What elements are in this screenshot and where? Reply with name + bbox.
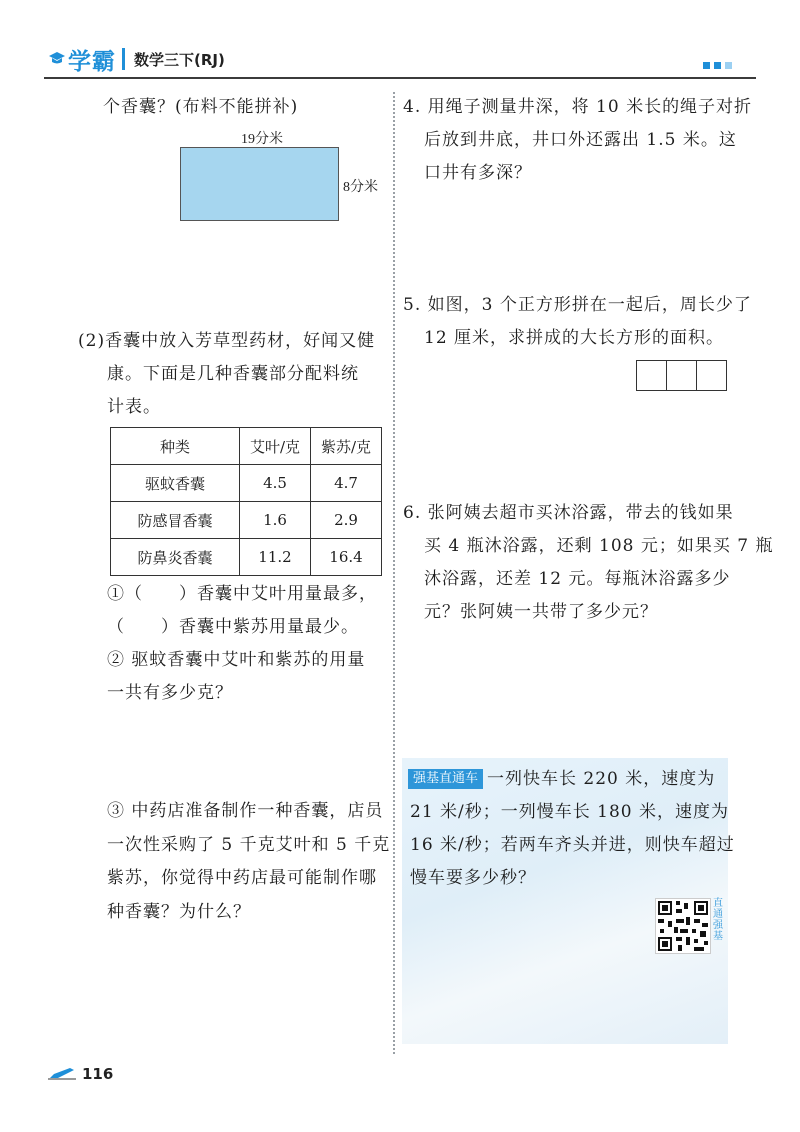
table-header-cell: 紫苏/克	[311, 428, 382, 465]
ingredient-table	[110, 427, 382, 576]
pencil-icon	[48, 1066, 76, 1080]
bonus-line-4: 慢车要多少秒？	[410, 868, 536, 888]
question-1-tail: 个香囊？(布料不能拼补)	[103, 97, 299, 117]
header-rule	[44, 77, 756, 79]
bonus-line-1	[408, 764, 715, 795]
table-row	[111, 502, 382, 539]
question-5-line-2: 12 厘米，求拼成的大长方形的面积。	[424, 328, 725, 348]
sub-question-1-line-2: （ ）香囊中紫苏用量最少。	[107, 617, 359, 637]
bonus-badge: 强基直通车	[408, 769, 483, 789]
page-number: 116	[82, 1065, 114, 1083]
question-2-line-1: (2)香囊中放入芳草型药材，好闻又健	[78, 331, 376, 351]
book-title: 数学三下(RJ)	[134, 50, 225, 69]
question-6-line-2: 买 4 瓶沐浴露，还剩 108 元；如果买 7 瓶	[424, 536, 774, 556]
bonus-line-1-text: 一列快车长 220 米，速度为	[487, 769, 716, 789]
table-cell: 防感冒香囊	[111, 502, 240, 539]
question-6-line-4: 元？张阿姨一共带了多少元？	[424, 602, 658, 622]
table-header-row	[111, 428, 382, 465]
qr-code[interactable]	[655, 898, 711, 954]
table-cell: 2.9	[311, 502, 382, 539]
question-5-line-1: 5. 如图，3 个正方形拼在一起后，周长少了	[403, 295, 752, 315]
sub-question-3-line-4: 种香囊？为什么？	[107, 902, 251, 922]
fabric-rectangle	[180, 147, 339, 221]
graduation-cap-icon	[48, 50, 66, 68]
sub-question-2-line-1: ② 驱蚊香囊中艾叶和紫苏的用量	[107, 650, 366, 670]
rect-height-label: 8分米	[343, 180, 378, 195]
header-separator	[122, 48, 125, 70]
table-cell: 驱蚊香囊	[111, 465, 240, 502]
question-4-line-2: 后放到井底，井口外还露出 1.5 米。这	[424, 130, 737, 150]
question-2-line-3: 计表。	[107, 397, 161, 417]
question-4-line-3: 口井有多深？	[424, 163, 532, 183]
rect-width-label: 19分米	[241, 132, 283, 147]
qr-caption: 直通强基	[713, 898, 723, 942]
sub-question-2-line-2: 一共有多少克？	[107, 683, 233, 703]
bonus-line-3: 16 米/秒；若两车齐头并进，则快车超过	[410, 835, 735, 855]
table-cell: 防鼻炎香囊	[111, 539, 240, 576]
question-6-line-1: 6. 张阿姨去超市买沐浴露，带去的钱如果	[403, 503, 734, 523]
question-6-line-3: 沐浴露，还差 12 元。每瓶沐浴露多少	[424, 569, 731, 589]
sub-question-3-line-3: 紫苏，你觉得中药店最可能制作哪	[107, 868, 377, 888]
brand-logo: 学霸	[68, 48, 116, 75]
sub-question-1-line-1: ①（ ）香囊中艾叶用量最多，	[107, 584, 377, 604]
table-cell: 1.6	[240, 502, 311, 539]
table-header-cell: 艾叶/克	[240, 428, 311, 465]
bonus-line-2: 21 米/秒；一列慢车长 180 米，速度为	[410, 802, 730, 822]
table-row	[111, 465, 382, 502]
table-cell: 11.2	[240, 539, 311, 576]
header-decoration	[703, 62, 732, 69]
column-divider	[393, 92, 395, 1054]
table-row	[111, 539, 382, 576]
table-cell: 16.4	[311, 539, 382, 576]
sub-question-3-line-2: 一次性采购了 5 千克艾叶和 5 千克	[107, 835, 391, 855]
question-2-line-2: 康。下面是几种香囊部分配料统	[107, 364, 359, 384]
question-4-line-1: 4. 用绳子测量井深，将 10 米长的绳子对折	[403, 97, 753, 117]
table-cell: 4.5	[240, 465, 311, 502]
table-cell: 4.7	[311, 465, 382, 502]
table-header-cell: 种类	[111, 428, 240, 465]
qr-code-icon	[656, 899, 710, 953]
header-brand	[48, 44, 225, 74]
sub-question-3-line-1: ③ 中药店准备制作一种香囊，店员	[107, 801, 384, 821]
three-squares-figure	[637, 360, 727, 391]
